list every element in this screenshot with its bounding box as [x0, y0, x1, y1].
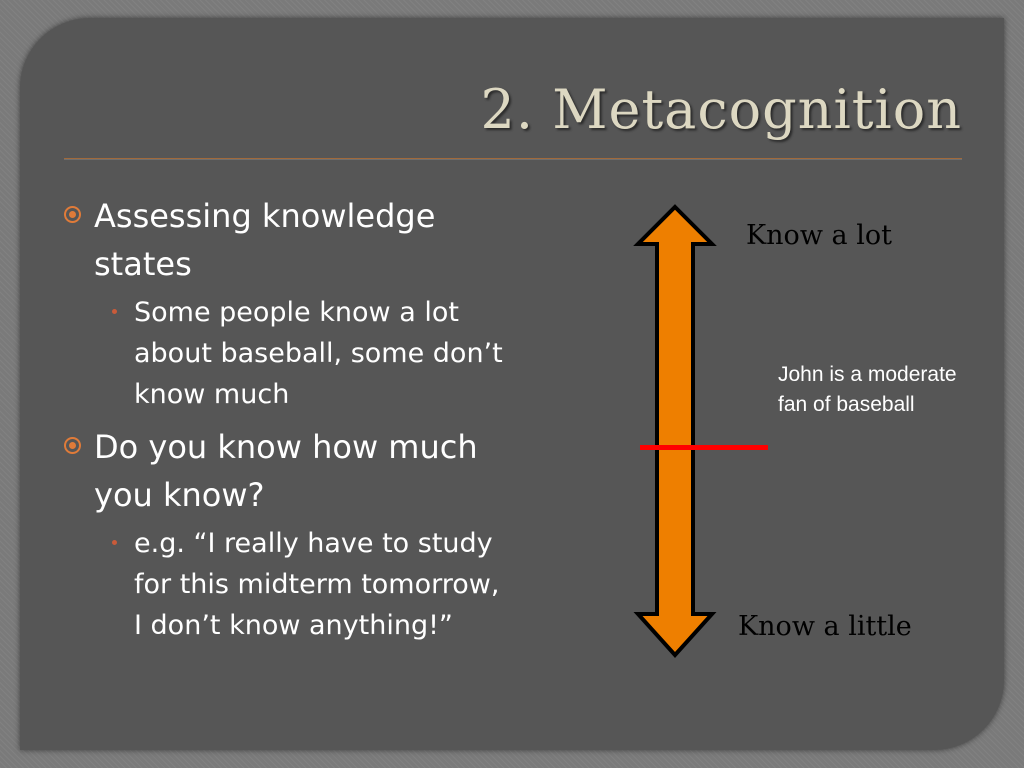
bullet-item [62, 192, 512, 288]
bullet-item [62, 423, 512, 519]
dot-bullet-icon [112, 540, 117, 545]
title-divider [64, 158, 962, 160]
circle-bullet-icon [64, 437, 81, 454]
marker-callout-text: John is a moderate fan of baseball [778, 363, 957, 416]
bullet-text: Do you know how much you know? [94, 428, 478, 514]
scale-bottom-label: Know a little [738, 611, 912, 642]
scale-top-label: Know a lot [746, 220, 892, 251]
knowledge-scale-diagram [630, 200, 780, 660]
sub-bullet-text: e.g. “I really have to study for this midterm tomorrow, I don’t know anything!” [134, 528, 500, 641]
slide-title: 2. Metacognition [480, 78, 962, 141]
sub-bullet-text: Some people know a lot about baseball, some don’t know much [134, 297, 503, 410]
dot-bullet-icon [112, 309, 117, 314]
circle-bullet-icon [64, 206, 81, 223]
sub-bullet-item [62, 292, 512, 415]
double-arrow-icon [638, 207, 712, 655]
sub-bullet-item [62, 523, 512, 646]
bullet-text: Assessing knowledge states [94, 197, 436, 283]
bullet-list [62, 192, 512, 654]
